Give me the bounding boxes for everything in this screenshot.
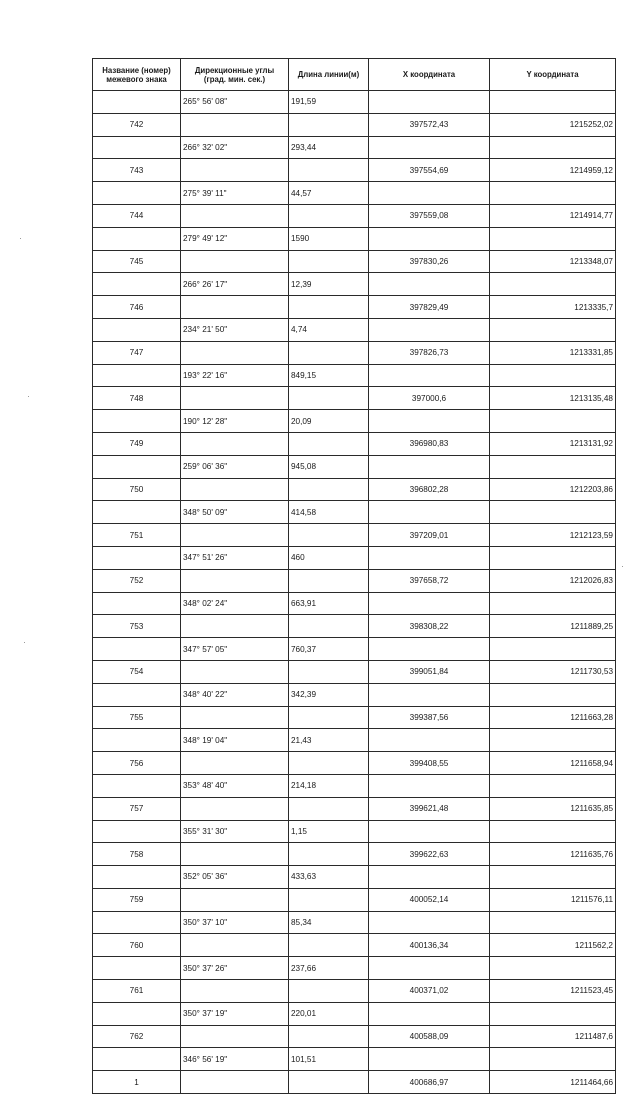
direction-angle-cell: 347° 57' 05" xyxy=(181,638,289,661)
table-row xyxy=(93,1025,616,1048)
header-y-coordinate: Y координата xyxy=(490,59,616,91)
y-coordinate-cell: 1211464,66 xyxy=(490,1071,616,1094)
table-row xyxy=(93,729,616,752)
direction-angle-cell xyxy=(181,1071,289,1094)
x-coordinate-cell: 400371,02 xyxy=(369,980,490,1003)
x-coordinate-cell xyxy=(369,774,490,797)
table-body xyxy=(93,91,616,1094)
marker-name-cell: 754 xyxy=(93,660,181,683)
table-row xyxy=(93,1002,616,1025)
line-length-cell: 214,18 xyxy=(289,774,369,797)
marker-name-cell: 745 xyxy=(93,250,181,273)
x-coordinate-cell xyxy=(369,592,490,615)
line-length-cell xyxy=(289,159,369,182)
direction-angle-cell xyxy=(181,706,289,729)
marker-name-cell: 756 xyxy=(93,752,181,775)
marker-name-cell xyxy=(93,866,181,889)
table-row xyxy=(93,136,616,159)
line-length-cell: 1,15 xyxy=(289,820,369,843)
x-coordinate-cell: 399387,56 xyxy=(369,706,490,729)
y-coordinate-cell: 1211487,6 xyxy=(490,1025,616,1048)
y-coordinate-cell: 1211730,53 xyxy=(490,660,616,683)
y-coordinate-cell xyxy=(490,91,616,114)
line-length-cell: 342,39 xyxy=(289,683,369,706)
marker-name-cell: 760 xyxy=(93,934,181,957)
line-length-cell xyxy=(289,615,369,638)
table-row xyxy=(93,546,616,569)
table-row xyxy=(93,273,616,296)
line-length-cell: 663,91 xyxy=(289,592,369,615)
y-coordinate-cell xyxy=(490,410,616,433)
y-coordinate-cell xyxy=(490,364,616,387)
direction-angle-cell xyxy=(181,752,289,775)
x-coordinate-cell: 397000,6 xyxy=(369,387,490,410)
table-row xyxy=(93,683,616,706)
direction-angle-cell: 348° 40' 22" xyxy=(181,683,289,706)
y-coordinate-cell xyxy=(490,820,616,843)
marker-name-cell: 757 xyxy=(93,797,181,820)
table-row xyxy=(93,1071,616,1094)
x-coordinate-cell xyxy=(369,227,490,250)
direction-angle-cell xyxy=(181,934,289,957)
table-row xyxy=(93,866,616,889)
direction-angle-cell: 347° 51' 26" xyxy=(181,546,289,569)
table-row xyxy=(93,638,616,661)
table-row xyxy=(93,957,616,980)
line-length-cell xyxy=(289,888,369,911)
y-coordinate-cell xyxy=(490,957,616,980)
table-row xyxy=(93,364,616,387)
direction-angle-cell xyxy=(181,387,289,410)
line-length-cell: 414,58 xyxy=(289,501,369,524)
boundary-coordinates-table xyxy=(92,58,616,1094)
direction-angle-cell: 279° 49' 12" xyxy=(181,227,289,250)
direction-angle-cell xyxy=(181,1025,289,1048)
x-coordinate-cell xyxy=(369,866,490,889)
line-length-cell xyxy=(289,524,369,547)
x-coordinate-cell xyxy=(369,546,490,569)
table-row xyxy=(93,501,616,524)
marker-name-cell xyxy=(93,638,181,661)
line-length-cell xyxy=(289,569,369,592)
x-coordinate-cell: 397572,43 xyxy=(369,113,490,136)
direction-angle-cell xyxy=(181,113,289,136)
y-coordinate-cell: 1212123,59 xyxy=(490,524,616,547)
direction-angle-cell: 348° 19' 04" xyxy=(181,729,289,752)
y-coordinate-cell xyxy=(490,136,616,159)
marker-name-cell xyxy=(93,729,181,752)
y-coordinate-cell xyxy=(490,911,616,934)
table-row xyxy=(93,113,616,136)
direction-angle-cell: 193° 22' 16" xyxy=(181,364,289,387)
marker-name-cell: 747 xyxy=(93,341,181,364)
table-row xyxy=(93,91,616,114)
line-length-cell: 433,63 xyxy=(289,866,369,889)
table-row xyxy=(93,752,616,775)
table-row xyxy=(93,888,616,911)
x-coordinate-cell: 400136,34 xyxy=(369,934,490,957)
table-row xyxy=(93,980,616,1003)
table-row xyxy=(93,843,616,866)
line-length-cell xyxy=(289,980,369,1003)
y-coordinate-cell: 1211576,11 xyxy=(490,888,616,911)
y-coordinate-cell: 1215252,02 xyxy=(490,113,616,136)
x-coordinate-cell: 399408,55 xyxy=(369,752,490,775)
marker-name-cell: 749 xyxy=(93,432,181,455)
marker-name-cell xyxy=(93,91,181,114)
x-coordinate-cell xyxy=(369,957,490,980)
marker-name-cell xyxy=(93,1048,181,1071)
table-row xyxy=(93,911,616,934)
marker-name-cell: 751 xyxy=(93,524,181,547)
direction-angle-cell xyxy=(181,250,289,273)
direction-angle-cell xyxy=(181,569,289,592)
x-coordinate-cell xyxy=(369,501,490,524)
line-length-cell: 460 xyxy=(289,546,369,569)
line-length-cell xyxy=(289,341,369,364)
marker-name-cell xyxy=(93,957,181,980)
line-length-cell: 101,51 xyxy=(289,1048,369,1071)
table-row xyxy=(93,615,616,638)
marker-name-cell xyxy=(93,1002,181,1025)
x-coordinate-cell: 397559,08 xyxy=(369,204,490,227)
table-row xyxy=(93,318,616,341)
line-length-cell: 760,37 xyxy=(289,638,369,661)
direction-angle-cell: 266° 32' 02" xyxy=(181,136,289,159)
y-coordinate-cell: 1213348,07 xyxy=(490,250,616,273)
line-length-cell xyxy=(289,387,369,410)
marker-name-cell xyxy=(93,683,181,706)
direction-angle-cell: 350° 37' 10" xyxy=(181,911,289,934)
direction-angle-cell: 355° 31' 30" xyxy=(181,820,289,843)
marker-name-cell: 759 xyxy=(93,888,181,911)
marker-name-cell xyxy=(93,820,181,843)
y-coordinate-cell xyxy=(490,638,616,661)
direction-angle-cell: 234° 21' 50" xyxy=(181,318,289,341)
direction-angle-cell: 350° 37' 26" xyxy=(181,957,289,980)
marker-name-cell: 762 xyxy=(93,1025,181,1048)
marker-name-cell xyxy=(93,273,181,296)
y-coordinate-cell: 1211635,85 xyxy=(490,797,616,820)
x-coordinate-cell: 397826,73 xyxy=(369,341,490,364)
marker-name-cell: 748 xyxy=(93,387,181,410)
table-row xyxy=(93,478,616,501)
table-row xyxy=(93,592,616,615)
marker-name-cell: 744 xyxy=(93,204,181,227)
table-row xyxy=(93,774,616,797)
y-coordinate-cell: 1214959,12 xyxy=(490,159,616,182)
x-coordinate-cell: 400686,97 xyxy=(369,1071,490,1094)
table-row xyxy=(93,660,616,683)
line-length-cell xyxy=(289,204,369,227)
x-coordinate-cell: 399621,48 xyxy=(369,797,490,820)
direction-angle-cell: 190° 12' 28" xyxy=(181,410,289,433)
line-length-cell xyxy=(289,843,369,866)
direction-angle-cell xyxy=(181,159,289,182)
header-direction-angle: Дирекционные углы (град. мин. сек.) xyxy=(181,59,289,91)
header-x-coordinate: X координата xyxy=(369,59,490,91)
line-length-cell: 21,43 xyxy=(289,729,369,752)
line-length-cell xyxy=(289,660,369,683)
y-coordinate-cell: 1211658,94 xyxy=(490,752,616,775)
table-row xyxy=(93,455,616,478)
line-length-cell xyxy=(289,113,369,136)
marker-name-cell xyxy=(93,410,181,433)
marker-name-cell: 750 xyxy=(93,478,181,501)
table-row xyxy=(93,820,616,843)
y-coordinate-cell xyxy=(490,592,616,615)
y-coordinate-cell xyxy=(490,866,616,889)
line-length-cell: 20,09 xyxy=(289,410,369,433)
x-coordinate-cell: 399051,84 xyxy=(369,660,490,683)
table-row xyxy=(93,569,616,592)
marker-name-cell xyxy=(93,911,181,934)
y-coordinate-cell xyxy=(490,227,616,250)
direction-angle-cell xyxy=(181,980,289,1003)
y-coordinate-cell xyxy=(490,273,616,296)
direction-angle-cell xyxy=(181,843,289,866)
table-row xyxy=(93,1048,616,1071)
x-coordinate-cell: 396802,28 xyxy=(369,478,490,501)
line-length-cell xyxy=(289,706,369,729)
direction-angle-cell: 346° 56' 19" xyxy=(181,1048,289,1071)
y-coordinate-cell: 1214914,77 xyxy=(490,204,616,227)
table-row xyxy=(93,706,616,729)
direction-angle-cell: 275° 39' 11" xyxy=(181,182,289,205)
y-coordinate-cell: 1211889,25 xyxy=(490,615,616,638)
line-length-cell xyxy=(289,1071,369,1094)
table-row xyxy=(93,934,616,957)
table-row xyxy=(93,227,616,250)
line-length-cell xyxy=(289,478,369,501)
y-coordinate-cell xyxy=(490,1002,616,1025)
x-coordinate-cell: 397209,01 xyxy=(369,524,490,547)
x-coordinate-cell: 397554,69 xyxy=(369,159,490,182)
line-length-cell: 12,39 xyxy=(289,273,369,296)
direction-angle-cell: 266° 26' 17" xyxy=(181,273,289,296)
marker-name-cell xyxy=(93,455,181,478)
x-coordinate-cell xyxy=(369,683,490,706)
table-header xyxy=(93,59,616,91)
line-length-cell xyxy=(289,296,369,319)
y-coordinate-cell xyxy=(490,182,616,205)
x-coordinate-cell xyxy=(369,318,490,341)
line-length-cell xyxy=(289,797,369,820)
y-coordinate-cell xyxy=(490,683,616,706)
x-coordinate-cell xyxy=(369,91,490,114)
line-length-cell: 191,59 xyxy=(289,91,369,114)
header-line-length: Длина линии(м) xyxy=(289,59,369,91)
scan-speck xyxy=(24,642,25,643)
direction-angle-cell: 352° 05' 36" xyxy=(181,866,289,889)
line-length-cell xyxy=(289,752,369,775)
line-length-cell: 85,34 xyxy=(289,911,369,934)
marker-name-cell xyxy=(93,227,181,250)
marker-name-cell: 761 xyxy=(93,980,181,1003)
header-marker-name: Название (номер) межевого знака xyxy=(93,59,181,91)
table-row xyxy=(93,182,616,205)
table-row xyxy=(93,341,616,364)
x-coordinate-cell: 396980,83 xyxy=(369,432,490,455)
line-length-cell: 293,44 xyxy=(289,136,369,159)
x-coordinate-cell: 398308,22 xyxy=(369,615,490,638)
direction-angle-cell xyxy=(181,478,289,501)
y-coordinate-cell: 1213335,7 xyxy=(490,296,616,319)
x-coordinate-cell xyxy=(369,455,490,478)
x-coordinate-cell xyxy=(369,410,490,433)
y-coordinate-cell: 1211523,45 xyxy=(490,980,616,1003)
marker-name-cell xyxy=(93,546,181,569)
table-row xyxy=(93,296,616,319)
line-length-cell: 4,74 xyxy=(289,318,369,341)
table-row xyxy=(93,204,616,227)
x-coordinate-cell: 397829,49 xyxy=(369,296,490,319)
scan-speck xyxy=(20,238,21,239)
scan-speck xyxy=(622,566,623,567)
marker-name-cell: 746 xyxy=(93,296,181,319)
x-coordinate-cell xyxy=(369,136,490,159)
marker-name-cell: 1 xyxy=(93,1071,181,1094)
line-length-cell xyxy=(289,250,369,273)
y-coordinate-cell xyxy=(490,546,616,569)
direction-angle-cell xyxy=(181,341,289,364)
line-length-cell: 44,57 xyxy=(289,182,369,205)
y-coordinate-cell xyxy=(490,729,616,752)
y-coordinate-cell: 1212203,86 xyxy=(490,478,616,501)
y-coordinate-cell xyxy=(490,774,616,797)
direction-angle-cell xyxy=(181,432,289,455)
marker-name-cell: 752 xyxy=(93,569,181,592)
scan-speck xyxy=(28,396,29,397)
marker-name-cell: 758 xyxy=(93,843,181,866)
x-coordinate-cell xyxy=(369,364,490,387)
direction-angle-cell: 348° 50' 09" xyxy=(181,501,289,524)
y-coordinate-cell xyxy=(490,455,616,478)
direction-angle-cell xyxy=(181,204,289,227)
header-row xyxy=(93,59,616,91)
direction-angle-cell xyxy=(181,660,289,683)
direction-angle-cell xyxy=(181,524,289,547)
marker-name-cell xyxy=(93,182,181,205)
direction-angle-cell: 353° 48' 40" xyxy=(181,774,289,797)
line-length-cell: 237,66 xyxy=(289,957,369,980)
x-coordinate-cell xyxy=(369,1048,490,1071)
marker-name-cell xyxy=(93,364,181,387)
marker-name-cell: 755 xyxy=(93,706,181,729)
table-row xyxy=(93,524,616,547)
y-coordinate-cell: 1212026,83 xyxy=(490,569,616,592)
table-row xyxy=(93,387,616,410)
marker-name-cell xyxy=(93,592,181,615)
line-length-cell xyxy=(289,432,369,455)
direction-angle-cell xyxy=(181,797,289,820)
table-row xyxy=(93,250,616,273)
line-length-cell: 1590 xyxy=(289,227,369,250)
x-coordinate-cell xyxy=(369,820,490,843)
y-coordinate-cell: 1213131,92 xyxy=(490,432,616,455)
direction-angle-cell xyxy=(181,615,289,638)
marker-name-cell xyxy=(93,774,181,797)
x-coordinate-cell xyxy=(369,638,490,661)
table-row xyxy=(93,159,616,182)
y-coordinate-cell: 1213331,85 xyxy=(490,341,616,364)
y-coordinate-cell xyxy=(490,501,616,524)
x-coordinate-cell xyxy=(369,911,490,934)
direction-angle-cell xyxy=(181,888,289,911)
marker-name-cell xyxy=(93,318,181,341)
x-coordinate-cell: 400588,09 xyxy=(369,1025,490,1048)
x-coordinate-cell: 400052,14 xyxy=(369,888,490,911)
direction-angle-cell: 265° 56' 08" xyxy=(181,91,289,114)
x-coordinate-cell xyxy=(369,729,490,752)
direction-angle-cell: 350° 37' 19" xyxy=(181,1002,289,1025)
y-coordinate-cell xyxy=(490,318,616,341)
x-coordinate-cell: 397658,72 xyxy=(369,569,490,592)
x-coordinate-cell xyxy=(369,1002,490,1025)
marker-name-cell xyxy=(93,136,181,159)
marker-name-cell: 743 xyxy=(93,159,181,182)
table-row xyxy=(93,797,616,820)
x-coordinate-cell: 399622,63 xyxy=(369,843,490,866)
table-row xyxy=(93,432,616,455)
y-coordinate-cell xyxy=(490,1048,616,1071)
line-length-cell: 945,08 xyxy=(289,455,369,478)
direction-angle-cell: 259° 06' 36" xyxy=(181,455,289,478)
y-coordinate-cell: 1213135,48 xyxy=(490,387,616,410)
y-coordinate-cell: 1211663,28 xyxy=(490,706,616,729)
marker-name-cell xyxy=(93,501,181,524)
y-coordinate-cell: 1211562,2 xyxy=(490,934,616,957)
line-length-cell xyxy=(289,934,369,957)
line-length-cell xyxy=(289,1025,369,1048)
x-coordinate-cell xyxy=(369,273,490,296)
line-length-cell: 849,15 xyxy=(289,364,369,387)
direction-angle-cell: 348° 02' 24" xyxy=(181,592,289,615)
x-coordinate-cell: 397830,26 xyxy=(369,250,490,273)
line-length-cell: 220,01 xyxy=(289,1002,369,1025)
x-coordinate-cell xyxy=(369,182,490,205)
marker-name-cell: 753 xyxy=(93,615,181,638)
direction-angle-cell xyxy=(181,296,289,319)
marker-name-cell: 742 xyxy=(93,113,181,136)
y-coordinate-cell: 1211635,76 xyxy=(490,843,616,866)
table-row xyxy=(93,410,616,433)
